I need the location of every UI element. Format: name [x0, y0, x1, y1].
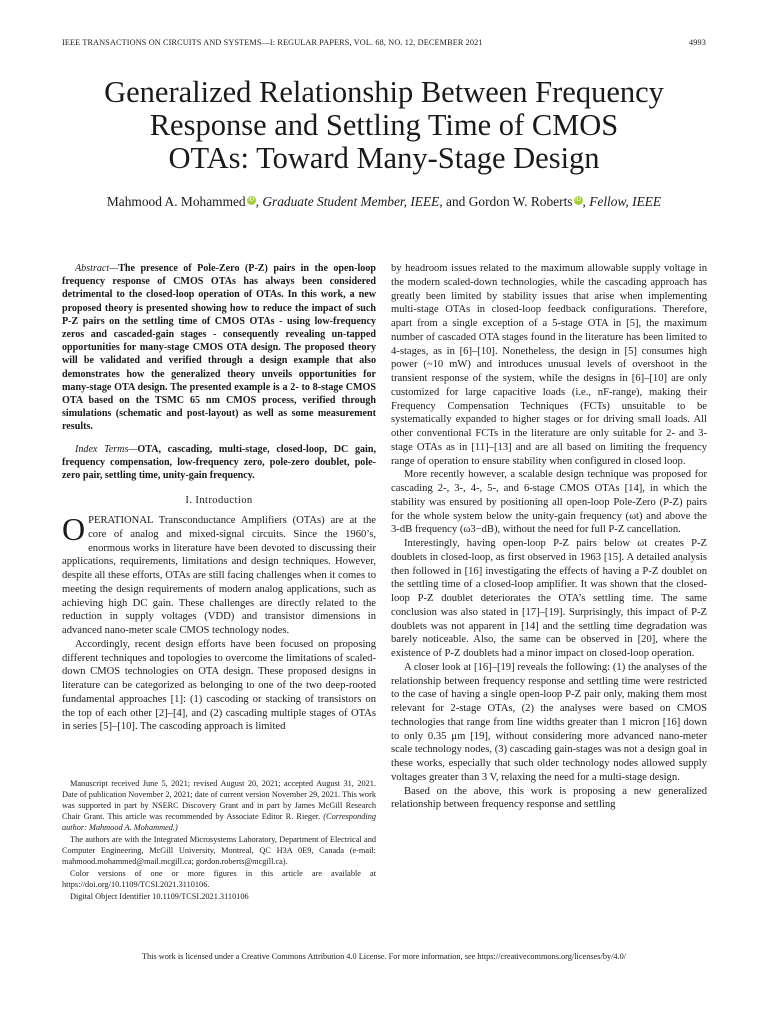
body-paragraph: Interestingly, having open-loop P-Z pairs below ωt creates P-Z doublets in closed-loop, as first observed in 1963 [15]. A detailed analysis then followed in [16] investigating the effects of having a P-Z doublet on the settling time of a closed-loop amplifier. It was shown that the closed-loop P-Z doublet deteriorates the OTA’s settling time. The same conclusion was also stated in [17]–[19]. Surprisingly, this impact of P-Z doublets was not apparent in [14] and the settling time degradation was barely noticeable. Also, the same can be observed in [20], where the existence of P-Z doublets had a minor impact on closed-loop operation. — [391, 538, 707, 659]
doi-note: Digital Object Identifier 10.1109/TCSI.2021.3110106 — [70, 892, 249, 901]
manuscript-note: Manuscript received June 5, 2021; revised August 20, 2021; accepted August 31, 2021. Date of publication November 2, 2021; date of current version November 29, 2021. This work was supported in part by NSERC Discovery Grant and in part by James McGill Research Chair Grant. This article was recommended by Associate Editor R. Rieger. (Corresponding author: Mahmood A. Mohammed.) — [62, 779, 376, 832]
index-terms-text: OTA, cascading, multi-stage, closed-loop, DC gain, frequency compensation, low-frequency zero, pole-zero doublet, pole-zero pair, settling time, unity-gain frequency. — [62, 443, 377, 482]
orcid-icon[interactable]: iD — [575, 197, 581, 203]
abstract — [62, 262, 376, 434]
left-column — [62, 262, 376, 734]
title-line: Response and Settling Time of CMOS — [149, 108, 619, 142]
footnotes — [62, 778, 376, 903]
index-terms — [62, 443, 376, 483]
section-heading: I. Introduction — [185, 495, 253, 507]
affiliation-note: The authors are with the Integrated Microsystems Laboratory, Department of Electrical and Computer Engineering, McGill University, Montreal, QC H3A 0E9, Canada (e-mail: mahmood.mohammed@mail.mcgill.ca; gordon.roberts@mcgill.ca). — [62, 835, 376, 866]
drop-cap: O — [62, 511, 86, 547]
abstract-heading: Abstract— — [75, 263, 119, 274]
author-line: Mahmood A. Mohammed iD , Graduate Student Member, IEEE, and Gordon W. Roberts iD , Fellow, IEEE — [106, 194, 662, 209]
intro-paragraph: OPERATIONAL Transconductance Amplifiers (OTAs) are at the core of analog and mixed-signal circuits. Since the 1960’s, enormous works in literature have been devoted to discussing their applications, requirements, limitations and design techniques. However, despite all these efforts, OTAs are still facing challenges when it comes to meeting the design requirements of modern analog applications, such as achieving high DC gain. These challenges are directly related to the reduction in supply voltages (VDD) and transistor dimensions in advanced nano-meter scale CMOS technology nodes. — [62, 511, 376, 636]
author-membership: Graduate Student Member, IEEE — [262, 194, 440, 209]
body-paragraph: More recently however, a scalable design technique was proposed for cascading 2-, 3-, 4-, 5-, and 6-stage CMOS OTAs [14], in which the stability was ensured by positioning all open-loop Pole-Zero (P-Z) pairs for the whole system below the unity-gain frequency (ωt) and above the 3-dB frequency (ω3−dB), without the need for full P-Z cancellation. — [391, 469, 707, 536]
paper-title — [60, 76, 708, 175]
body-paragraph: Based on the above, this work is proposing a new generalized relationship between frequency response and settling — [391, 785, 707, 811]
title-line: Generalized Relationship Between Frequency — [104, 75, 664, 109]
corresponding-author: (Corresponding author: Mahmood A. Mohammed.) — [62, 812, 376, 832]
title-line: OTAs: Toward Many-Stage Design — [168, 141, 600, 175]
page-number: 4993 — [689, 38, 706, 47]
journal-citation: IEEE TRANSACTIONS ON CIRCUITS AND SYSTEMS—I: REGULAR PAPERS, VOL. 68, NO. 12, DECEMBER 2021 — [62, 38, 483, 47]
body-paragraph: by headroom issues related to the maximum allowable supply voltage in the modern scaled-down technologies, while the cascading approach has greatly been limited by stability issues that arise when implementing multi-stage OTAs in closed-loop feedback configurations. Therefore, apart from a single exception of a 5-stage OTA in [5], the maximum number of cascaded OTA stages found in the literature has been limited to 4-stages, as in [6]–[10]. Nonetheless, the design in [5] consumes high power (~10 mW) and introduces unusual levels of overshoot in the transient response of the system, while the designs in [6]–[10] are only customized for large capacitive loads (i.e., nF-range), making their Frequency Compensation Techniques (FCTs) unsuitable to be systematically expanded to higher stages or for driving small loads. All other conventional FCTs in the literature are only suitable for 2- and 3-stage OTAs as in [11]–[13] and are all based on limiting the frequency range of operation to ensure stability when configured in closed loop. — [391, 263, 707, 467]
running-header — [62, 38, 706, 50]
author-name: Mahmood A. Mohammed — [106, 194, 246, 209]
author-name: Gordon W. Roberts — [468, 194, 573, 209]
index-terms-heading: Index Terms— — [75, 443, 138, 455]
license-notice: This work is licensed under a Creative Commons Attribution 4.0 License. For more information, see https://creativecommons.org/licenses/by/4.0/ — [141, 952, 627, 961]
right-column — [391, 262, 707, 812]
author-membership: Fellow, IEEE — [589, 194, 662, 209]
abstract-text: The presence of Pole-Zero (P-Z) pairs in the open-loop frequency response of CMOS OTAs has always been considered detrimental to the closed-loop operation of OTAs. In this work, a new proposed theory is presented showing how to reduce the impact of such P-Z pairs on the settling time of CMOS OTAs - using low-frequency zeros and cascaded-gain stages - consequently revealing un-tapped opportunities for many-stage CMOS OTA design. The proposed theory will be validated and verified through a design example that also demonstrates how the generalized theory unveils opportunities for many-stage OTA design. The presented example is a 2- to 8-stage CMOS OTA based on the TSMC 65 nm CMOS process, verified through simulations (schematic and post-layout) as well as some measurement results. — [62, 263, 376, 433]
body-paragraph: A closer look at [16]–[19] reveals the following: (1) the analyses of the relationship between frequency response and settling time were restricted to the case of having a single open-loop P-Z pair only, making them most relevant for 2-stage OTAs, (2) the analyses were based on CMOS technologies that range from line widths greater than 1 micron [16] down to only 0.35 μm [19], without considering more advanced nano-meter scale technology nodes, (3) cascading gain-stages was not a design goal in these works, especially that such older technology nodes allowed supply voltages greater than 3 V, relaxing the need for a multi-stage design. — [391, 661, 707, 783]
color-note: Color versions of one or more figures in this article are available at https://doi.org/10.1109/TCSI.2021.3110106. — [62, 869, 376, 889]
intro-paragraph: Accordingly, recent design efforts have been focused on proposing different techniques and topologies to overcome the limitations of scaled-down CMOS technologies on OTA design. These proposed designs in literature can be categorized as belonging to one of the two deep-rooted fundamental approaches [1]: (1) cascoding or stacking of transistors on the top of each other [2]–[4], and (2) cascading multiple stages of OTAs in series [5]–[10]. The cascoding approach is limited — [62, 638, 376, 733]
orcid-icon[interactable]: iD — [248, 197, 254, 203]
